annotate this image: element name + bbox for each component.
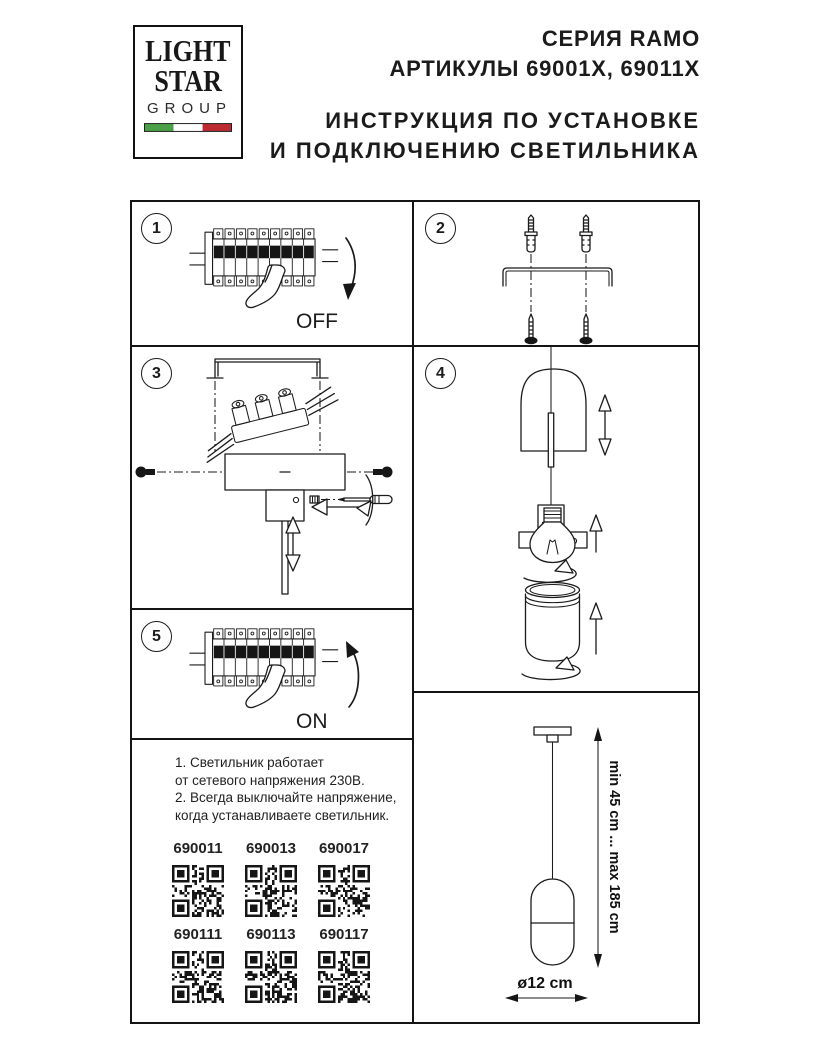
rotate-arrow-icon [524,560,576,582]
qr-article-number: 690013 [245,840,297,857]
header-titles [270,24,700,166]
step5-number: 5 [152,627,161,645]
diameter-label: ø12 cm [517,975,573,992]
breaker-on-diagram [130,610,412,738]
step3-panel [130,347,412,608]
height-dimension-icon [594,727,622,968]
step4-panel [414,347,698,691]
step3-number-badge [141,358,172,389]
capsule-shade-icon [531,879,574,965]
alignment-line-icon [215,381,320,451]
up-down-arrow-icon [599,395,611,455]
ceiling-mount-icon [534,727,571,742]
qr-item [243,926,299,1003]
height-range-label: min 45 cm ... max 185 cm [606,760,622,934]
on-label: ON [296,710,328,733]
lightstar-logo [133,25,243,159]
series-title: СЕРИЯ RAMO [541,26,700,51]
up-arrow-icon [349,650,358,707]
step2-panel [414,202,698,345]
step5-number-badge [141,621,172,652]
qr-code [318,951,370,1003]
up-arrow-icon [590,515,602,552]
qr-code [172,865,224,917]
wall-anchor-icon [525,215,592,252]
down-arrow-icon [346,238,355,288]
safety-notes [175,754,396,824]
step1-panel [130,202,412,345]
light-bulb-icon [530,508,575,563]
qr-code [245,865,297,917]
screwdriver-icon [339,496,392,504]
ceiling-plate-icon [225,454,345,490]
note-line: 2. Всегда выключайте напряжение, [175,790,397,805]
qr-article-number: 690113 [246,926,296,943]
logo-word-light: LIGHT [145,33,231,68]
grid-border-bottom [130,1022,700,1024]
step3-number: 3 [152,364,161,382]
instruction-title-line2: И ПОДКЛЮЧЕНИЮ СВЕТИЛЬНИКА [269,138,700,163]
qr-item [170,840,226,917]
up-arrow-icon [590,603,602,654]
instruction-title-line1: ИНСТРУКЦИЯ ПО УСТАНОВКЕ [325,108,700,133]
qr-article-number: 690011 [173,840,223,857]
qr-article-number: 690117 [319,926,369,943]
step4-number: 4 [436,364,445,382]
note-line: 1. Светильник работает [175,755,324,770]
qr-item [316,840,372,917]
qr-item [170,926,226,1003]
step2-number-badge [425,213,456,244]
note-line: когда устанавливаете светильник. [175,807,390,823]
qr-item [243,840,299,917]
note-line: от сетевого напряжения 230В. [175,772,365,788]
mounting-bracket-icon [207,359,328,378]
base-mounting-diagram [130,347,412,608]
notes-panel [130,740,412,1022]
qr-article-number: 690111 [173,926,223,943]
mounting-hardware-diagram [414,202,698,345]
alignment-line-icon [531,254,586,312]
dimensions-panel [414,693,698,1022]
qr-code [318,865,370,917]
terminal-block-sketch [194,377,344,462]
step1-number: 1 [152,219,161,237]
logo-word-star: STAR [154,63,222,98]
grid-border-right [698,200,700,1024]
stem-holder-icon [266,490,304,521]
cylinder-shade-icon [526,583,580,662]
breaker-off-diagram [130,202,412,345]
step1-number-badge [141,213,172,244]
diameter-dimension-icon [505,975,588,1002]
qr-code [245,951,297,1003]
step5-panel [130,610,412,738]
qr-article-number: 690017 [318,840,370,857]
qr-code [172,951,224,1003]
screw-icon [525,314,593,344]
logo-word-group: GROUP [146,100,232,117]
mounting-bracket-icon [503,268,612,286]
strain-relief-icon [548,413,553,467]
articles-title: АРТИКУЛЫ 69001X, 69011X [389,56,700,81]
qr-item [316,926,372,1003]
off-label: OFF [296,310,338,333]
italian-flag-icon [144,123,232,132]
step4-number-badge [425,358,456,389]
lamp-assembly-diagram [414,347,698,691]
step2-number: 2 [436,219,445,237]
pendant-dimensions-diagram [414,693,698,1022]
